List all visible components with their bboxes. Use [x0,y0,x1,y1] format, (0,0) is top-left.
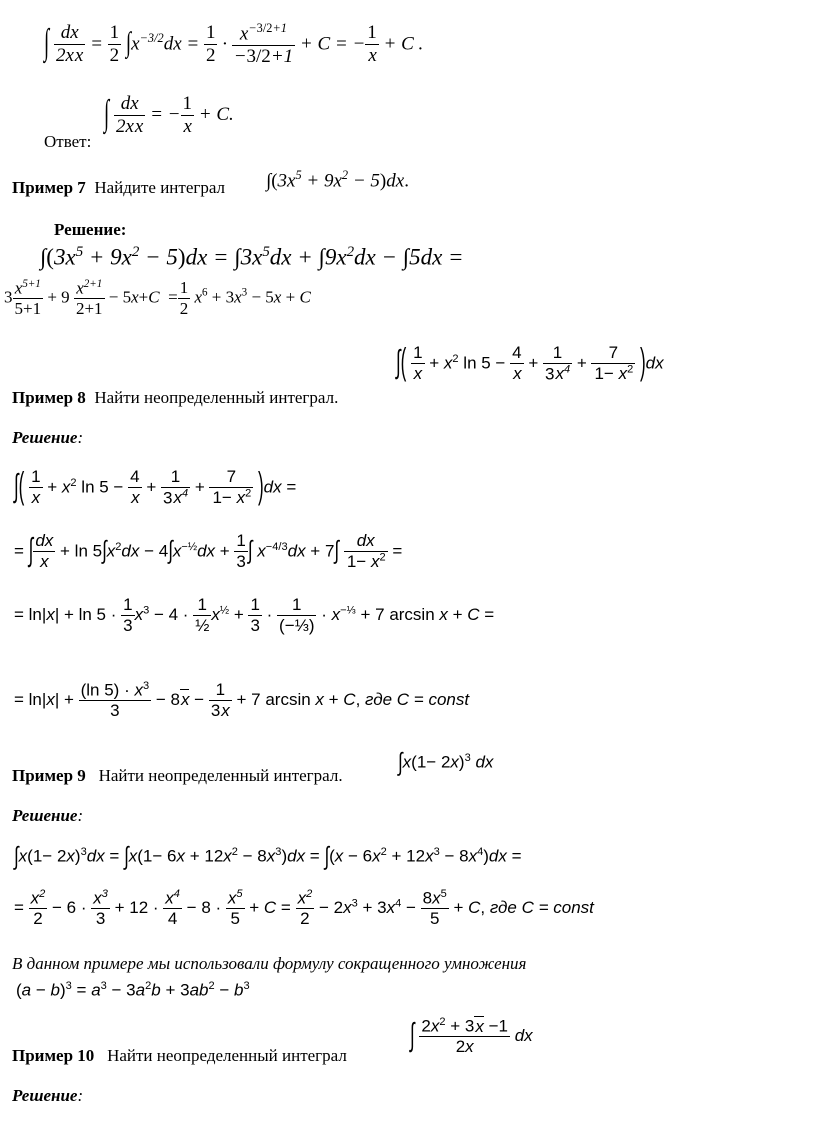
example-7-line-1: $\int(3x^5 + 9x^2 - 5)dx = \int 3x^5dx + \int 9x^2dx - \int 5dx$ = [40,244,464,270]
example-7-line-2: 3 $\frac{x^{5+1}}{5+1}$ + 9 $\frac{x^{2+1}}{2+1}$ − 5x+C = $\frac{1}{2}$ $x^6 + 3x^3 - 5x + C$ [4,277,311,319]
example-10-task: Найти неопределенный интеграл [107,1046,347,1065]
example-9-solution: Решение: [12,806,84,825]
example-8-line-4: = ln|x| + $\frac{(\ln 5) \cdot x^3}{3}$ − 8x − $\frac{1}{3x}$ + 7 arcsin x + C, где C = const [14,679,470,721]
example-7-heading [12,178,225,198]
example-7-task: Найдите интеграл [94,178,226,197]
example-7-solution-label: Решение: [54,220,127,239]
example-9-label: Пример 9 [12,766,86,785]
example-8-line-3: = ln|x| + ln 5 · $\frac{1}{3}$ $x^3 - 4$ · $\frac{1}{\text{½}}$ $x^{\frac{1}{2}}$ + $\frac{1}{3}$ · $\frac{1}{\text{(−⅓)}}$ · $x^{-\frac{1}{3}} + 7$ arcsin x + C = [14,595,495,635]
note-text: В данном примере мы использовали формулу сокращенного умножения [12,954,527,973]
example-7-integral: $\int(3x^5 + 9x^2 - 5)dx$. [266,168,409,192]
example-10-solution: Решение: [12,1086,84,1105]
example-10-heading [12,1046,347,1066]
answer-label: Ответ: [44,132,92,151]
example-9-integral: $\int x(1- 2x)^3$ dx [398,747,494,777]
example-9-heading [12,766,343,786]
example-8-task: Найти неопределенный интеграл. [94,388,339,407]
example-8-label: Пример 8 [12,388,86,407]
example-9-line-2: = $\frac{x^2}{2}$ − 6 · $\frac{x^3}{3}$ + 12 · $\frac{x^4}{4}$ − 8 · $\frac{x^5}{5}$ + C = $\frac{x^2}{2}$ − $2x^3 + 3x^4$ − $\frac{8x^5}{5}$ + C, где C = const [14,888,594,929]
example-8-line-1: ∫( $\frac{1}{x}$ + $x^2$ ln 5 − $\frac{4}{x}$ + $\frac{1}{3x^4}$ + $\frac{7}{1- x^2}$ )dx = [14,465,297,508]
example-9-line-1: $\int x(1- 2x)^3dx = \int x(1- 6x + 12x^2 - 8x^3)dx = \int(x - 6x^2 + 12x^3 - 8x^4)dx$ = [14,841,522,871]
example-10-label: Пример 10 [12,1046,95,1065]
example-10-integral: ∫ $\frac{2x^2 + 3x -1}{2x}$ dx [410,1016,533,1057]
example-8-integral: ∫( $\frac{1}{x}$ + $x^2$ ln 5 − $\frac{4}{x}$ + $\frac{1}{3x^4}$ + $\frac{7}{1- x^2}$ )dx [396,341,664,384]
example-8-heading [12,388,338,408]
integral-sign: ∫ [44,23,50,64]
example-8-line-2: = ∫ $\frac{dx}{x}$ + $\ln 5\int x^2dx - 4\int x^{-\frac{1}{2}}dx$ + $\frac{1}{3}$ ∫ $x^{-4/3}dx + 7\int$ $\frac{dx}{1- x^2}$ = [14,531,403,572]
example-9-task: Найти неопределенный интеграл. [98,766,343,785]
example-7-label: Пример 7 [12,178,86,197]
formula-line-1: ∫ $\frac{dx}{2xx}$ = $\frac{1}{2}$ $\int x^{-3/2}dx$ = $\frac{1}{2}$ · $\frac{x^{-3/2+1}}{-3/2+1}$ + C = − $\frac{1}{x}$ + C . [44,21,424,68]
example-8-solution: Решение: [12,428,84,447]
note-formula: $(a - b)^3 = a^3 - 3a^2b + 3ab^2 - b^3$ [16,980,250,1000]
answer-formula: ∫ $\frac{dx}{2xx}$ = − $\frac{1}{x}$ + C. [104,93,234,137]
